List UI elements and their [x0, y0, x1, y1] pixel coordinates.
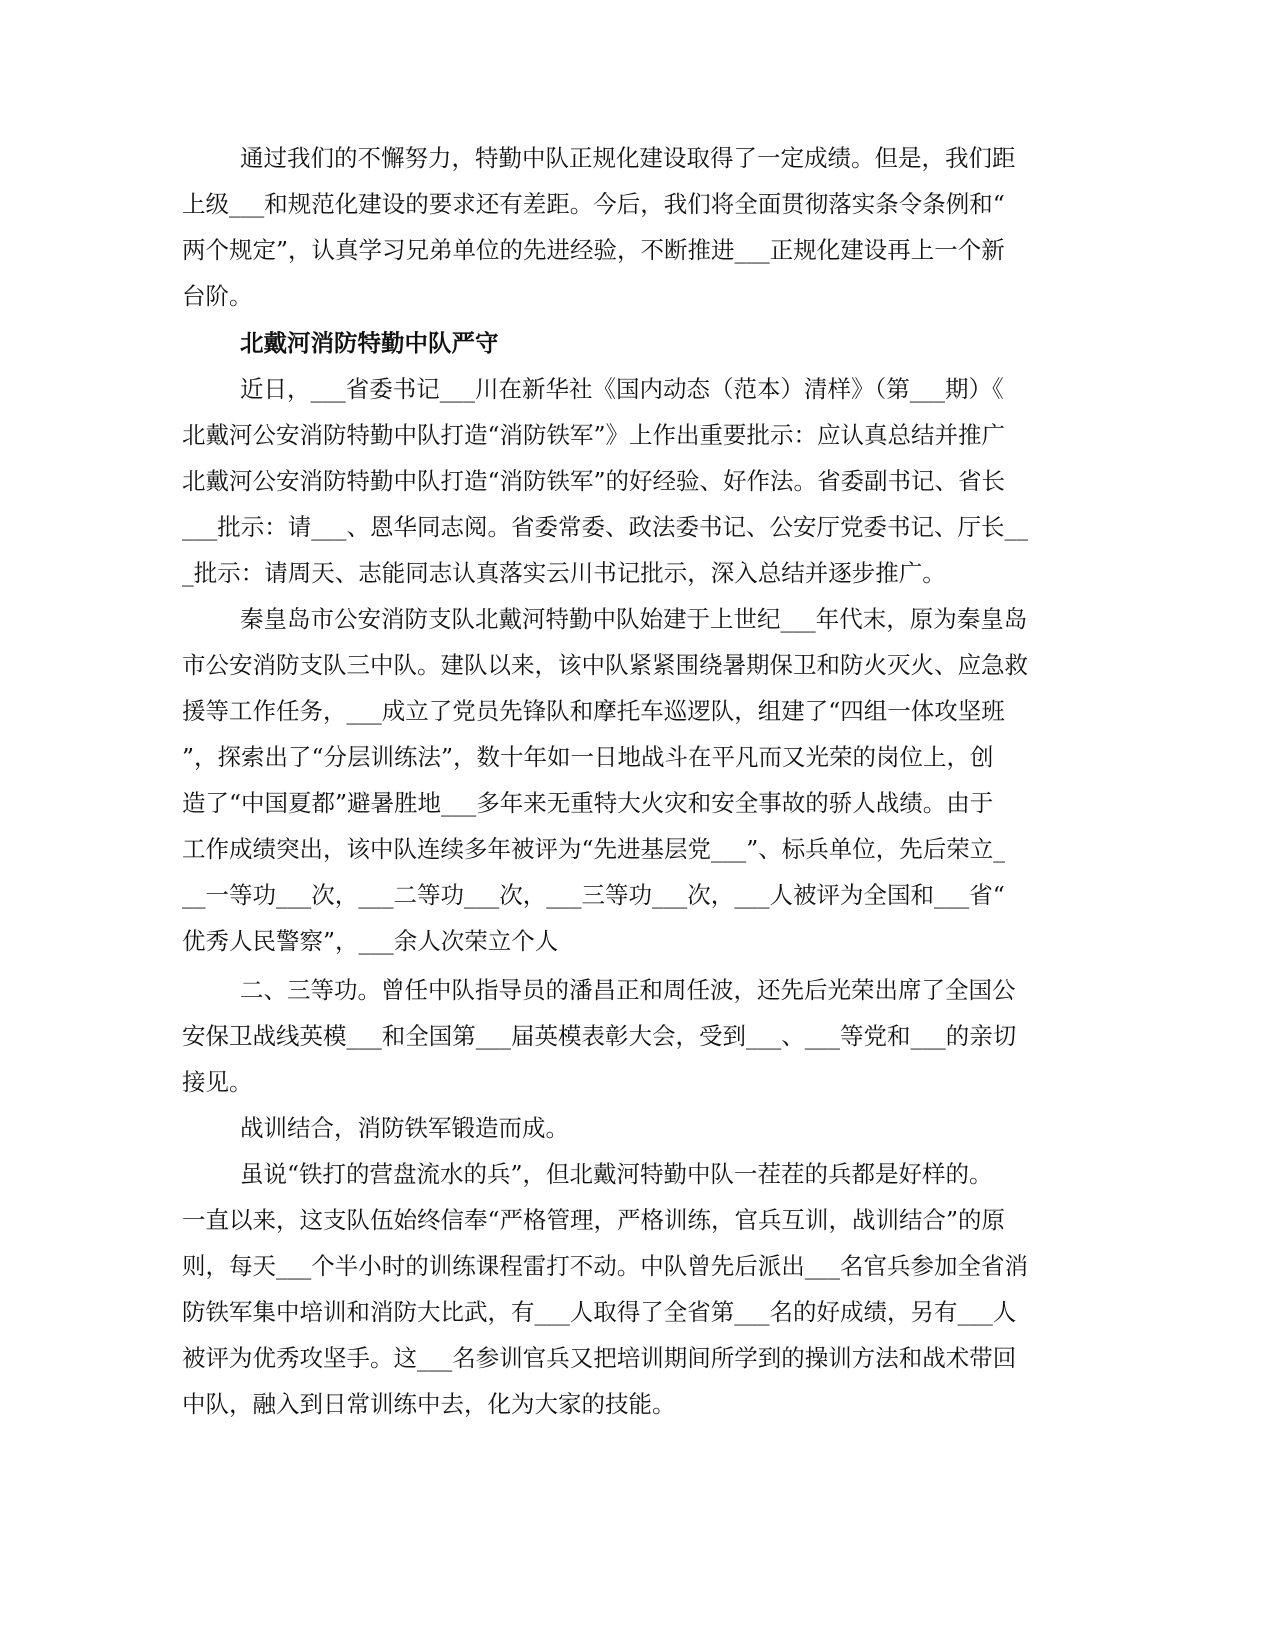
text-line: _批示：请周天、志能同志认真落实云川书记批示，深入总结并逐步推广。: [182, 559, 946, 587]
text-line: 接见。: [182, 1068, 253, 1096]
text-line: 市公安消防支队三中队。建队以来，该中队紧紧围绕暑期保卫和防火灭火、应急救: [182, 651, 1028, 679]
text-line: 台阶。: [182, 282, 253, 310]
text-line: 北戴河公安消防特勤中队打造“消防铁军”的好经验、好作法。省委副书记、省长: [182, 467, 1006, 495]
text-line: 两个规定”，认真学习兄弟单位的先进经验，不断推进___正规化建设再上一个新: [182, 236, 1005, 264]
text-line: 安保卫战线英模___和全国第___届英模表彰大会，受到___、___等党和___的亲切: [182, 1022, 1017, 1050]
text-line: 中队，融入到日常训练中去，化为大家的技能。: [182, 1390, 676, 1418]
text-line: ”，探索出了“分层训练法”，数十年如一日地战斗在平凡而又光荣的岗位上，创: [182, 743, 994, 771]
text-line: __一等功___次，___二等功___次，___三等功___次，___人被评为全国和___省“: [182, 881, 1005, 909]
text-line: 则，每天___个半小时的训练课程雷打不动。中队曾先后派出___名官兵参加全省消: [182, 1252, 1028, 1280]
text-line: 造了“中国夏都”避暑胜地___多年来无重特大火灾和安全事故的骄人战绩。由于: [182, 789, 994, 817]
section-heading: 北戴河消防特勤中队严守: [240, 329, 499, 357]
text-line: 防铁军集中培训和消防大比武，有___人取得了全省第___名的好成绩，另有___人: [182, 1298, 1017, 1326]
text-line: 秦皇岛市公安消防支队北戴河特勤中队始建于上世纪___年代末，原为秦皇岛: [240, 605, 1028, 633]
text-line: 优秀人民警察”，___余人次荣立个人: [182, 927, 559, 955]
text-line: 一直以来，这支队伍始终信奉“严格管理，严格训练，官兵互训，战训结合”的原: [182, 1206, 1006, 1234]
text-line: 工作成绩突出，该中队连续多年被评为“先进基层党___”、标兵单位，先后荣立_: [182, 835, 1006, 863]
text-line: 援等工作任务，___成立了党员先锋队和摩托车巡逻队，组建了“四组一体攻坚班: [182, 697, 1005, 725]
text-line: 虽说“铁打的营盘流水的兵”，但北戴河特勤中队一茬茬的兵都是好样的。: [240, 1160, 993, 1188]
text-line: 战训结合，消防铁军锻造而成。: [240, 1114, 569, 1142]
text-line: 近日，___省委书记___川在新华社《国内动态（范本）清样》（第___期）《: [240, 375, 1004, 403]
text-line: 被评为优秀攻坚手。这___名参训官兵又把培训期间所学到的操训方法和战术带回: [182, 1344, 1017, 1372]
text-line: 上级___和规范化建设的要求还有差距。今后，我们将全面贯彻落实条令条例和“: [182, 190, 1005, 218]
text-line: 通过我们的不懈努力，特勤中队正规化建设取得了一定成绩。但是，我们距: [240, 144, 1016, 172]
text-line: ___批示：请___、恩华同志阅。省委常委、政法委书记、公安厅党委书记、厅长__: [182, 513, 1028, 541]
text-line: 二、三等功。曾任中队指导员的潘昌正和周任波，还先后光荣出席了全国公: [240, 976, 1016, 1004]
text-line: 北戴河公安消防特勤中队打造“消防铁军”》上作出重要批示：应认真总结并推广: [182, 421, 1006, 449]
